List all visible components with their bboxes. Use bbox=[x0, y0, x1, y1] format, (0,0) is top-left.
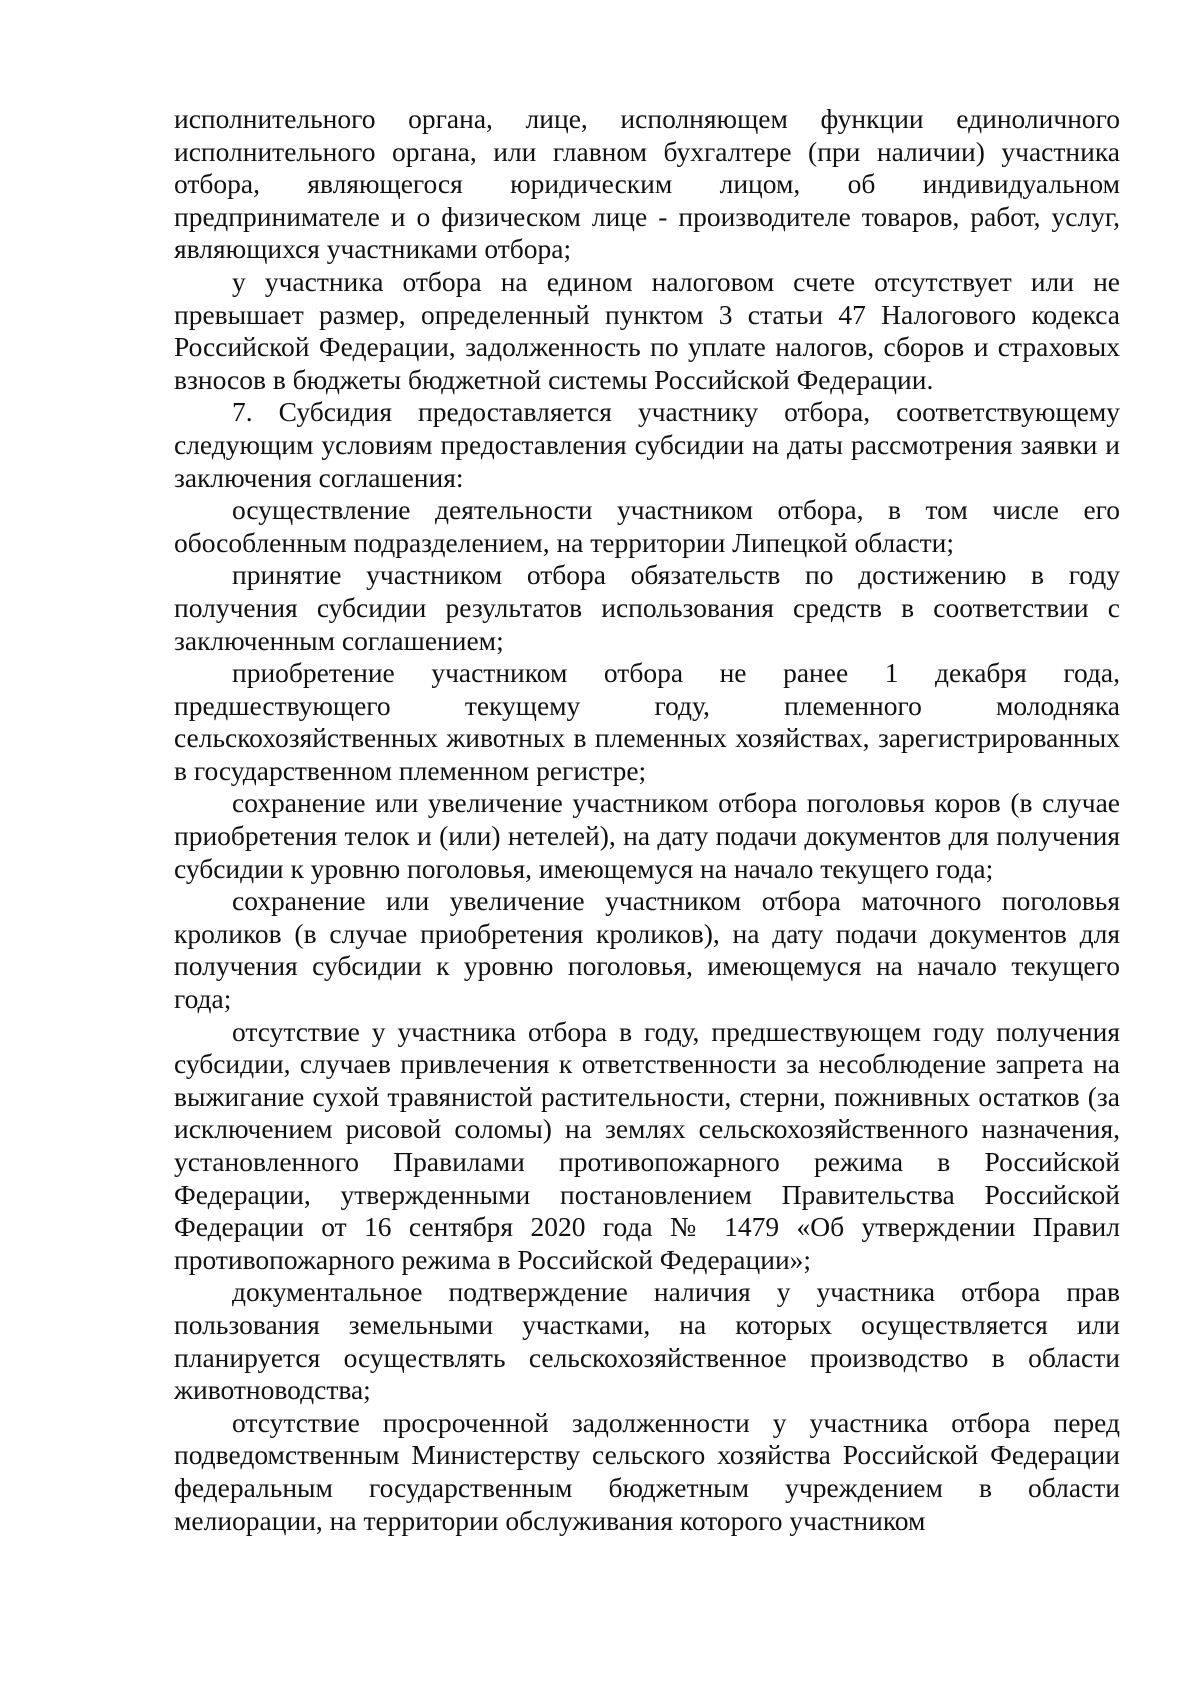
paragraph-rabbits-livestock: сохранение или увеличение участником отбора маточного поголовья кроликов (в случае приобретения кроликов), на дату подачи документов для получения субсидии к уровню поголовья, имеющемуся на начало текущего года; bbox=[174, 885, 1120, 1015]
paragraph-continuation: исполнительного органа, лице, исполняющем функции единоличного исполнительного органа, или главном бухгалтере (при наличии) участника отбора, являющегося юридическим лицом, об индивидуальном предпринимателе и о физическом лице - производителе товаров, работ, услуг, являющихся участниками отбора; bbox=[174, 103, 1120, 265]
paragraph-cows-livestock: сохранение или увеличение участником отбора поголовья коров (в случае приобретения телок и (или) нетелей), на дату подачи документов для получения субсидии к уровню поголовья, имеющемуся на начало текущего года; bbox=[174, 787, 1120, 884]
paragraph-fire-safety: отсутствие у участника отбора в году, предшествующем году получения субсидии, случаев привлечения к ответственности за несоблюдение запрета на выжигание сухой травянистой растительности, стерни, пожнивных остатков (за исключением рисовой соломы) на землях сельскохозяйственного назначения, установленного Правилами противопожарного режима в Российской Федерации, утвержденными постановлением Правительства Российской Федерации от 16 сентября 2020 года № 1479 «Об утверждении Правил противопожарного режима в Российской Федерации»; bbox=[174, 1015, 1120, 1275]
paragraph-land-rights: документальное подтверждение наличия у участника отбора прав пользования земельными участками, на которых осуществляется или планируется осуществлять сельскохозяйственное производство в области животноводства; bbox=[174, 1276, 1120, 1406]
paragraph-tax-debt: у участника отбора на едином налоговом счете отсутствует или не превышает размер, определенный пунктом 3 статьи 47 Налогового кодекса Российской Федерации, задолженность по уплате налогов, сборов и страховых взносов в бюджеты бюджетной системы Российской Федерации. bbox=[174, 265, 1120, 395]
paragraph-acquisition: приобретение участником отбора не ранее 1 декабря года, предшествующего текущему году, племенного молодняка сельскохозяйственных животных в племенных хозяйствах, зарегистрированных в государственном племенном регистре; bbox=[174, 657, 1120, 786]
paragraph-overdue-debt: отсутствие просроченной задолженности у участника отбора перед подведомственным Министерству сельского хозяйства Российской Федерации федеральным государственным бюджетным учреждением в области мелиорации, на территории обслуживания которого участником bbox=[174, 1406, 1120, 1536]
paragraph-obligations: принятие участником отбора обязательств по достижению в году получения субсидии результатов использования средств в соответствии с заключенным соглашением; bbox=[174, 559, 1120, 656]
document-body bbox=[174, 103, 1120, 1537]
paragraph-activity-territory: осуществление деятельности участником отбора, в том числе его обособленным подразделением, на территории Липецкой области; bbox=[174, 494, 1120, 558]
paragraph-clause-7: 7. Субсидия предоставляется участнику отбора, соответствующему следующим условиям предоставления субсидии на даты рассмотрения заявки и заключения соглашения: bbox=[174, 396, 1120, 493]
